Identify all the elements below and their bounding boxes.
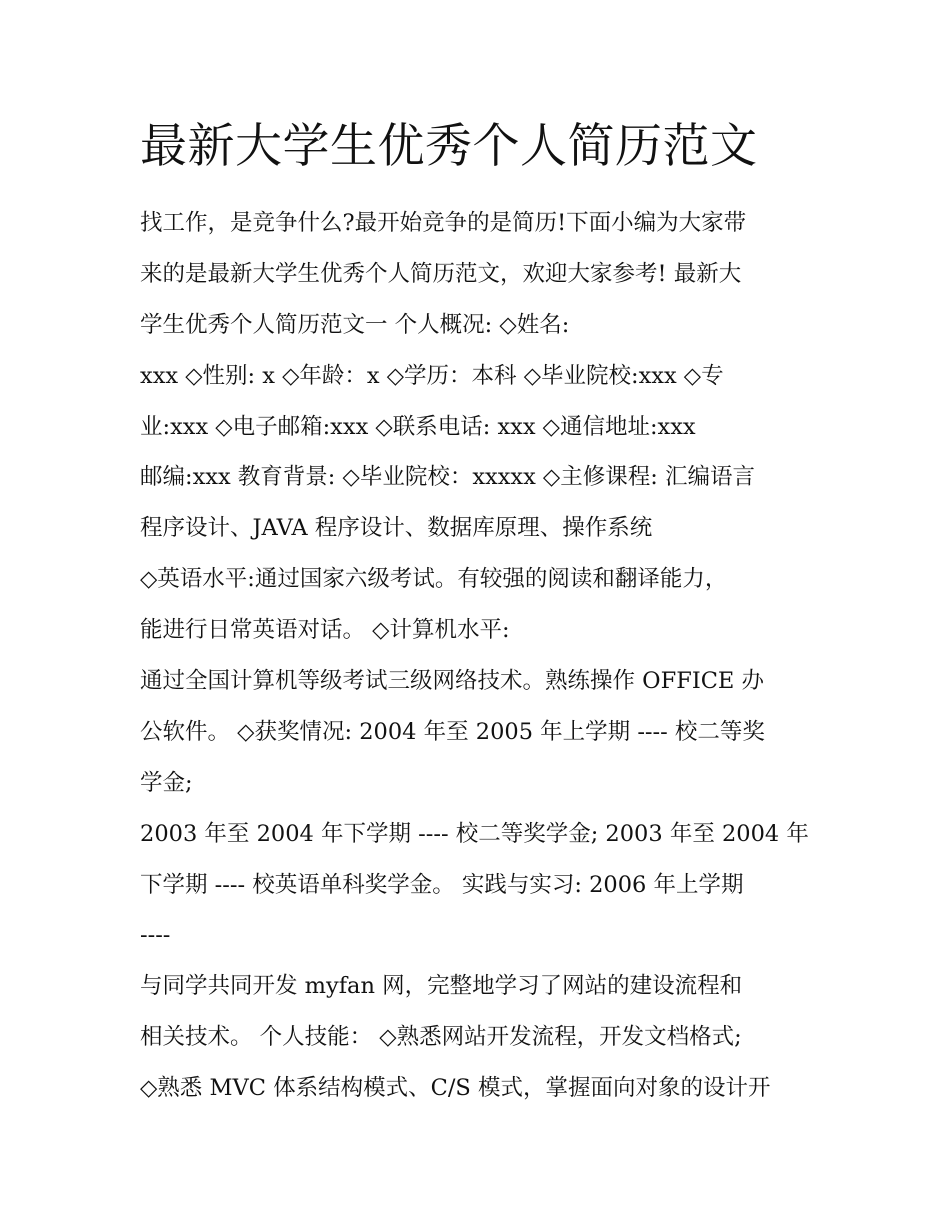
body-line-5: 业:xxx ◇电子邮箱:xxx ◇联系电话: xxx ◇通信地址:xxx — [140, 413, 696, 440]
document-body — [140, 198, 820, 1114]
body-line-11: 公软件。 ◇获奖情况: 2004 年至 2005 年上学期 ---- 校二等奖 — [140, 718, 765, 745]
body-line-3: 学生优秀个人简历范文一 个人概况: ◇姓名: — [140, 311, 570, 338]
body-line-1: 找工作，是竞争什么?最开始竞争的是简历!下面小编为大家带 — [140, 210, 747, 236]
body-line-14: 下学期 ---- 校英语单科奖学金。 实践与实习: 2006 年上学期 — [140, 871, 744, 898]
body-line-8: ◇英语水平:通过国家六级考试。有较强的阅读和翻译能力， — [140, 566, 728, 593]
body-line-17: 相关技术。 个人技能： ◇熟悉网站开发流程，开发文档格式; — [140, 1024, 742, 1051]
body-line-15: ---- — [140, 922, 171, 949]
body-line-6: 邮编:xxx 教育背景: ◇毕业院校：xxxxx ◇主修课程: 汇编语言 — [140, 464, 755, 491]
body-line-2: 来的是最新大学生优秀个人简历范文，欢迎大家参考! 最新大 — [140, 260, 742, 287]
body-line-10: 通过全国计算机等级考试三级网络技术。熟练操作 OFFICE 办 — [140, 668, 765, 695]
body-line-13: 2003 年至 2004 年下学期 ---- 校二等奖学金; 2003 年至 2004 年 — [140, 820, 809, 847]
body-line-16: 与同学共同开发 myfan 网，完整地学习了网站的建设流程和 — [140, 973, 743, 1000]
document-title: 最新大学生优秀个人简历范文 — [140, 119, 758, 174]
body-line-9: 能进行日常英语对话。 ◇计算机水平: — [140, 617, 510, 644]
body-line-12: 学金; — [140, 769, 193, 796]
body-line-7: 程序设计、JAVA 程序设计、数据库原理、操作系统 — [140, 515, 653, 542]
body-line-18: ◇熟悉 MVC 体系结构模式、C/S 模式，掌握面向对象的设计开 — [140, 1075, 771, 1102]
body-line-4: xxx ◇性别: x ◇年龄：x ◇学历：本科 ◇毕业院校:xxx ◇专 — [140, 362, 724, 389]
